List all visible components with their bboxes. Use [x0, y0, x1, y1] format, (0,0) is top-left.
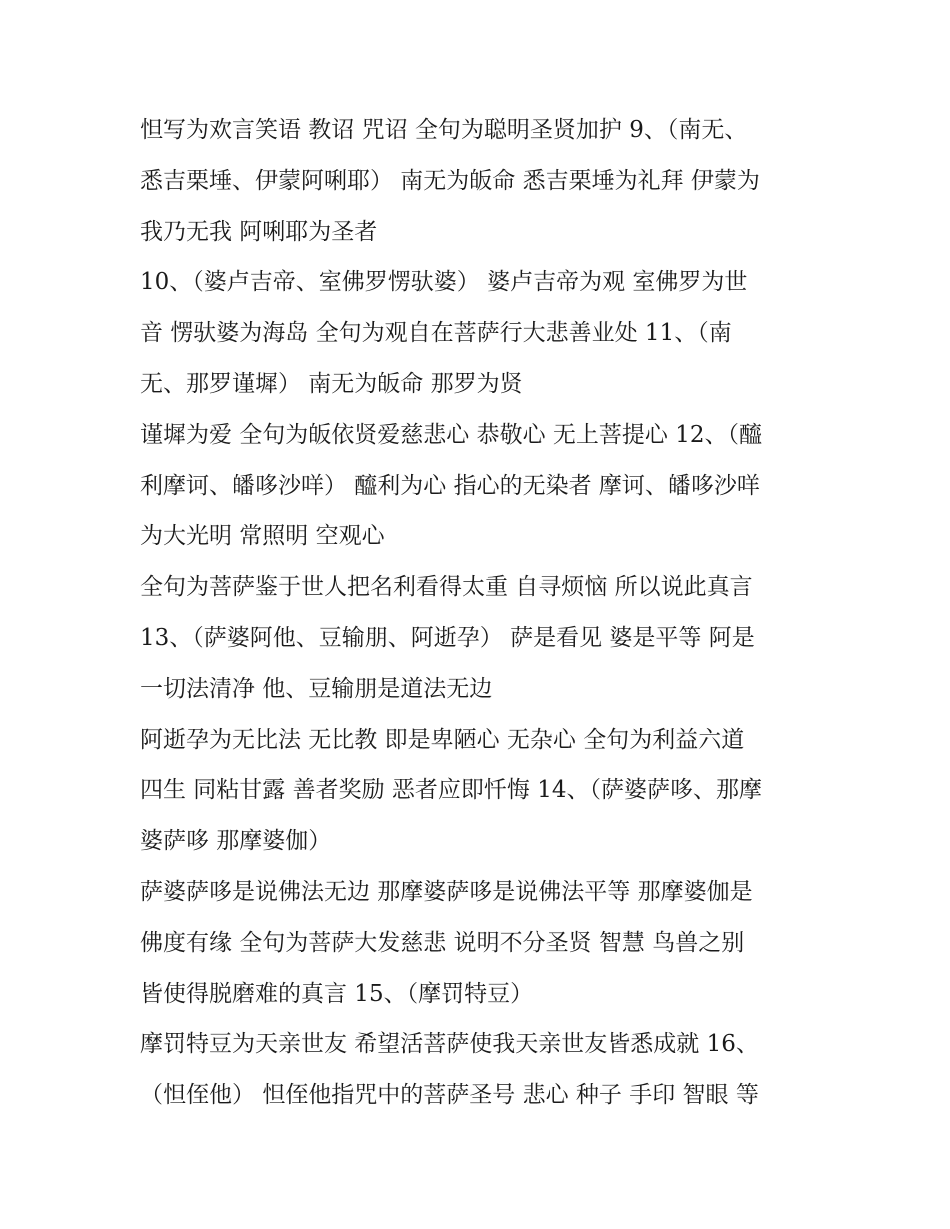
- text-line: 皆使得脱磨难的真言 15、（摩罚特豆）: [140, 980, 534, 1007]
- text-line: （怛侄他） 怛侄他指咒中的菩萨圣号 悲心 种子 手印 智眼 等: [140, 1082, 759, 1109]
- text-line: 利摩诃、皤哆沙咩） 醯利为心 指心的无染者 摩诃、皤哆沙咩: [140, 472, 760, 499]
- text-line: 阿逝孕为无比法 无比教 即是卑陋心 无杂心 全句为利益六道: [140, 726, 745, 753]
- text-line: 悉吉栗埵、伊蒙阿唎耶） 南无为皈命 悉吉栗埵为礼拜 伊蒙为: [140, 167, 760, 194]
- text-line: 婆萨哆 那摩婆伽）: [140, 828, 332, 855]
- text-line: 摩罚特豆为天亲世友 希望活菩萨使我天亲世友皆悉成就 16、: [140, 1031, 759, 1058]
- text-line: 全句为菩萨鉴于世人把名利看得太重 自寻烦恼 所以说此真言: [140, 574, 753, 601]
- text-line: 萨婆萨哆是说佛法无边 那摩婆萨哆是说佛法平等 那摩婆伽是: [140, 878, 753, 905]
- text-line: 10、（婆卢吉帝、室佛罗愣驮婆） 婆卢吉帝为观 室佛罗为世: [140, 269, 748, 296]
- text-line: 无、那罗谨墀） 南无为皈命 那罗为贤: [140, 370, 523, 397]
- text-line: 一切法清净 他、豆输朋是道法无边: [140, 675, 493, 702]
- text-line: 佛度有缘 全句为菩萨大发慈悲 说明不分圣贤 智慧 鸟兽之别: [140, 929, 745, 956]
- text-line: 为大光明 常照明 空观心: [140, 523, 385, 550]
- text-line: 我乃无我 阿唎耶为圣者: [140, 218, 378, 245]
- text-line: 谨墀为爱 全句为皈依贤爱慈悲心 恭敬心 无上菩提心 12、（醯: [140, 421, 763, 448]
- text-line: 音 愣驮婆为海岛 全句为观自在菩萨行大悲善业处 11、（南: [140, 320, 732, 347]
- text-line: 13、（萨婆阿他、豆输朋、阿逝孕） 萨是看见 婆是平等 阿是: [140, 624, 755, 651]
- body-text: [140, 105, 830, 1121]
- text-line: 四生 同粘甘露 善者奖励 恶者应即忏悔 14、（萨婆萨哆、那摩: [140, 777, 763, 804]
- text-line: 怛写为欢言笑语 教诏 咒诏 全句为聪明圣贤加护 9、（南无、: [140, 117, 748, 143]
